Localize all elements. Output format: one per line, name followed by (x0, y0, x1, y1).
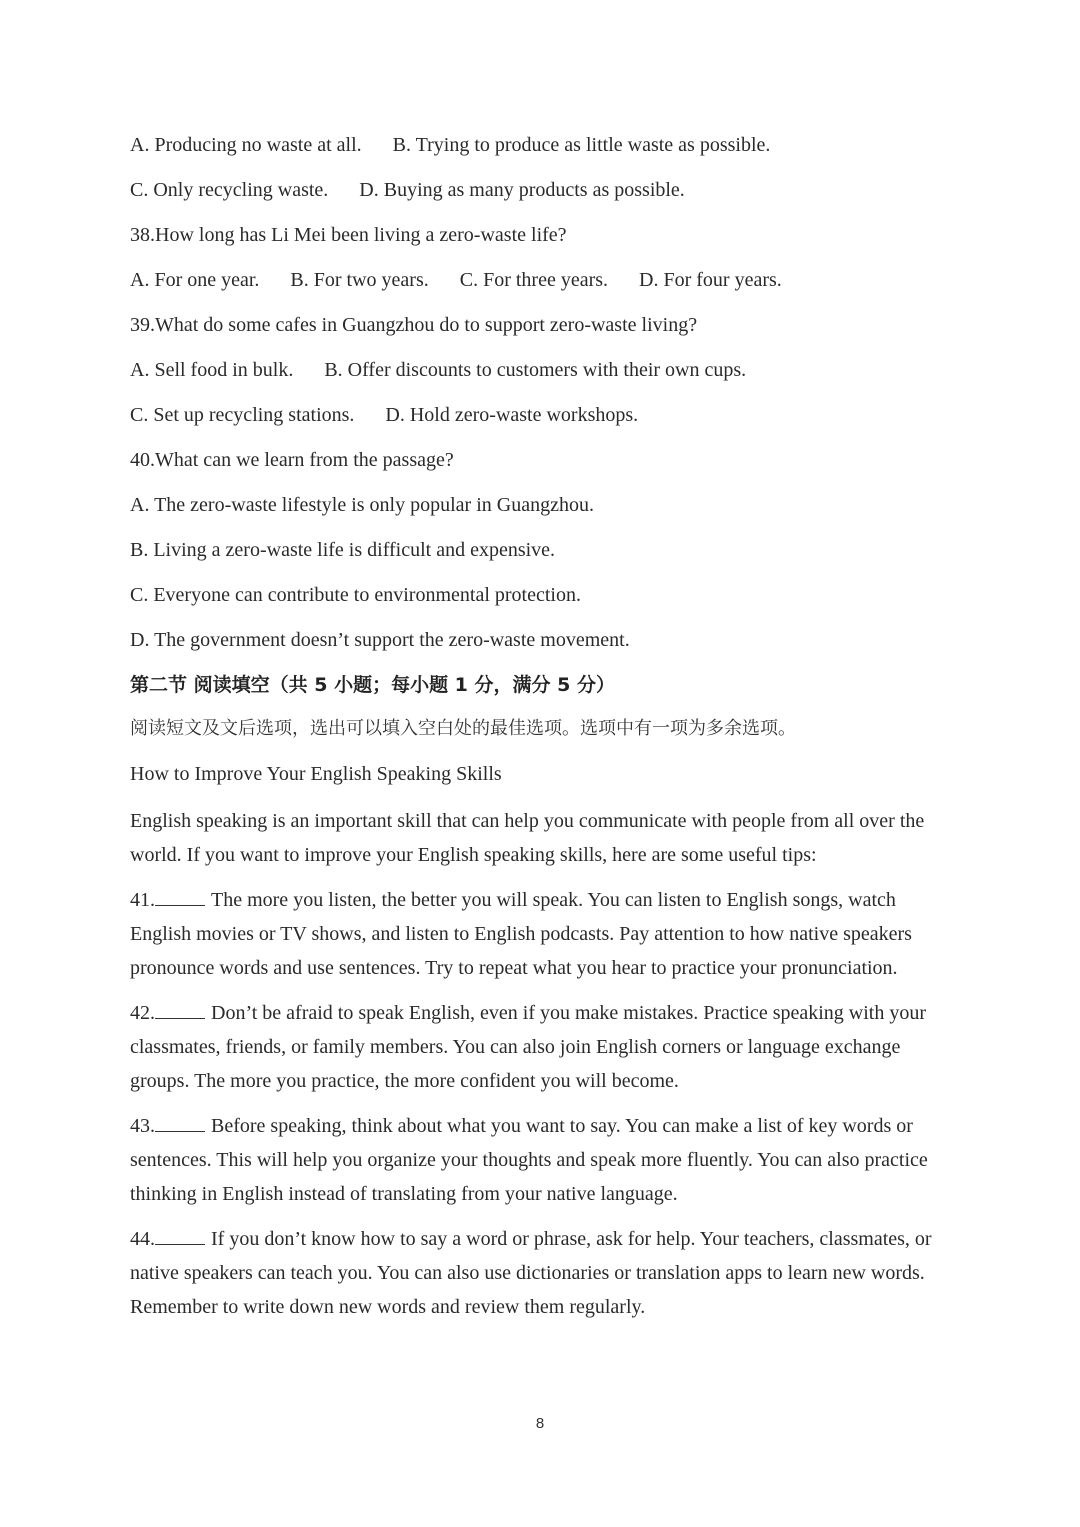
answer-blank (155, 887, 205, 906)
q37-option-b: B. Trying to produce as little waste as possible. (392, 134, 771, 156)
passage-item-44 (130, 1222, 950, 1324)
q37-options-row-1 (130, 130, 950, 160)
item-text: Before speaking, think about what you want to say. You can make a list of key words or sentences. This will help you organize your thoughts and speak more fluently. You can also practice thinking in English instead of translating from your native language. (130, 1115, 928, 1205)
passage-item-41 (130, 883, 950, 985)
q40-question: 40.What can we learn from the passage? (130, 449, 454, 471)
q38-question: 38.How long has Li Mei been living a zero-waste life? (130, 224, 567, 246)
q38-option-d: D. For four years. (639, 269, 782, 291)
q40-option-c: C. Everyone can contribute to environmental protection. (130, 584, 581, 606)
answer-blank (155, 1000, 205, 1019)
item-number: 42. (130, 1002, 155, 1024)
q40-option-b: B. Living a zero-waste life is difficult and expensive. (130, 539, 556, 561)
q39-option-c: C. Set up recycling stations. (130, 404, 355, 426)
passage-title: How to Improve Your English Speaking Skills (130, 763, 502, 785)
q39-option-b: B. Offer discounts to customers with their own cups. (324, 359, 747, 381)
q37-option-c: C. Only recycling waste. (130, 179, 329, 201)
item-number: 43. (130, 1115, 155, 1137)
q39-option-d: D. Hold zero-waste workshops. (385, 404, 639, 426)
q38-option-c: C. For three years. (459, 269, 609, 291)
item-number: 44. (130, 1228, 155, 1250)
q40-option-a: A. The zero-waste lifestyle is only popular in Guangzhou. (130, 494, 594, 516)
q38-option-a: A. For one year. (130, 269, 260, 291)
item-text: The more you listen, the better you will speak. You can listen to English songs, watch English movies or TV shows, and listen to English podcasts. Pay attention to how native speakers pronounce words and use sentences. Try to repeat what you hear to practice your pronunciation. (130, 889, 912, 979)
item-text: Don’t be afraid to speak English, even if you make mistakes. Practice speaking with your classmates, friends, or family members. You can also join English corners or language exchange groups. The more you practice, the more confident you will become. (130, 1002, 926, 1092)
section-instruction: 阅读短文及文后选项，选出可以填入空白处的最佳选项。选项中有一项为多余选项。 (130, 718, 796, 739)
q39-question: 39.What do some cafes in Guangzhou do to support zero-waste living? (130, 314, 698, 336)
q38-options-row (130, 265, 950, 295)
q38-option-b: B. For two years. (290, 269, 429, 291)
answer-blank (155, 1113, 205, 1132)
passage-intro: English speaking is an important skill that can help you communicate with people from all over the world. If you want to improve your English speaking skills, here are some useful tips: (130, 810, 925, 866)
item-number: 41. (130, 889, 155, 911)
exam-page-content (130, 130, 950, 1335)
q37-options-row-2 (130, 175, 950, 205)
answer-blank (155, 1226, 205, 1245)
q40-option-d: D. The government doesn’t support the zero-waste movement. (130, 629, 630, 651)
q37-option-a: A. Producing no waste at all. (130, 134, 362, 156)
q39-option-a: A. Sell food in bulk. (130, 359, 294, 381)
section-title: 第二节 阅读填空（共 5 小题；每小题 1 分，满分 5 分） (130, 674, 615, 696)
q39-options-row-2 (130, 400, 950, 430)
q39-options-row-1 (130, 355, 950, 385)
item-text: If you don’t know how to say a word or phrase, ask for help. Your teachers, classmates, or native speakers can teach you. You can also use dictionaries or translation apps to learn new words. Remember to write down new words and review them regularly. (130, 1228, 932, 1318)
passage-item-42 (130, 996, 950, 1098)
q37-option-d: D. Buying as many products as possible. (359, 179, 685, 201)
passage-item-43 (130, 1109, 950, 1211)
page-number: 8 (535, 1415, 545, 1432)
